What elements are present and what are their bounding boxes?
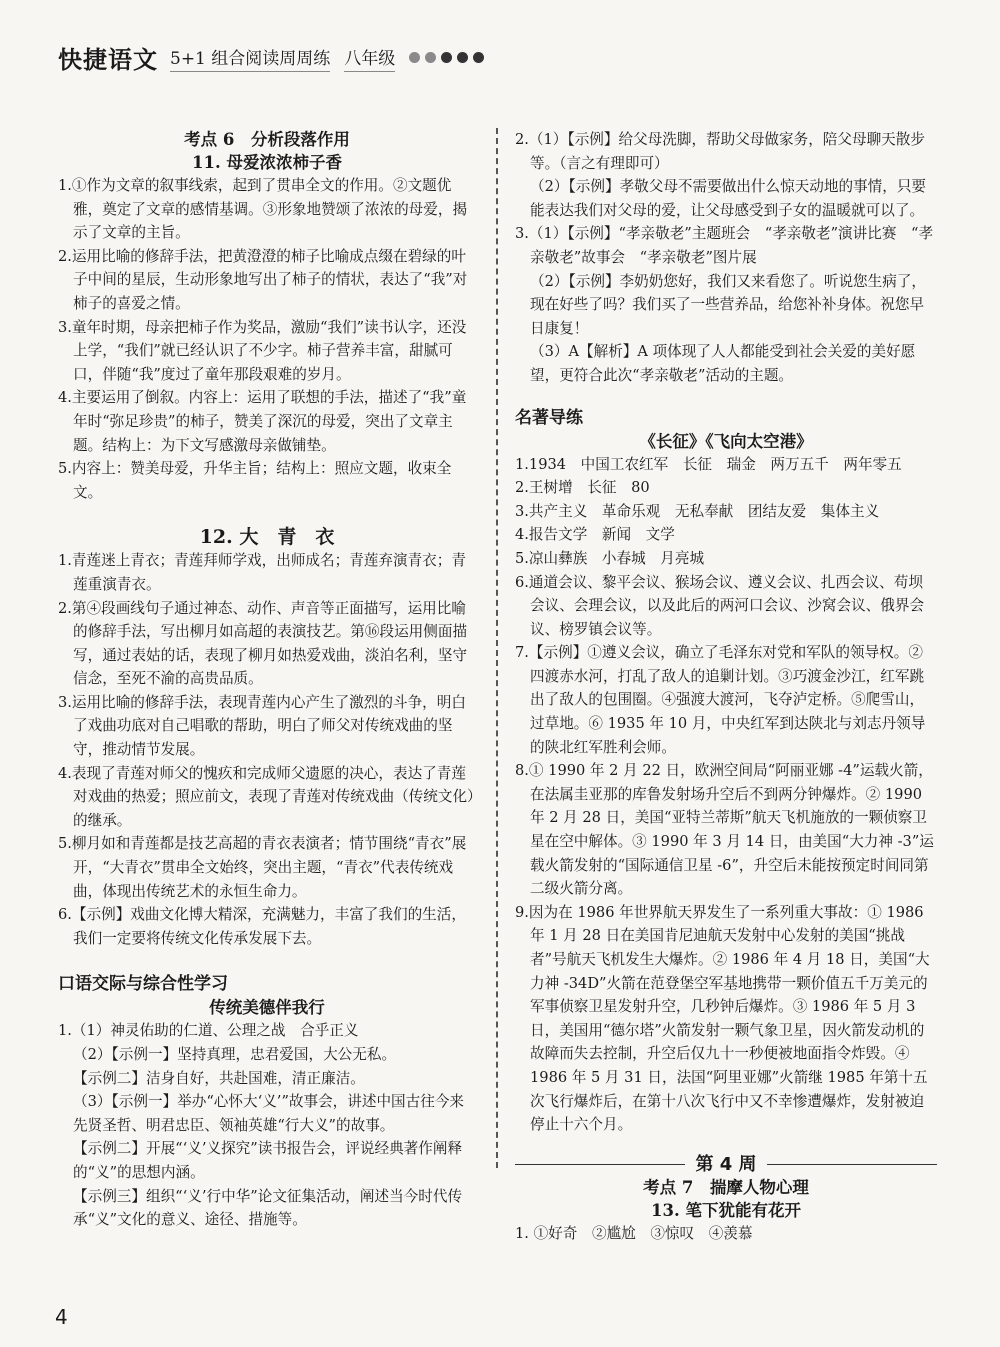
- answer-list: [515, 453, 937, 1137]
- week-banner: [515, 1153, 937, 1177]
- grade-label: 八年级: [344, 44, 395, 72]
- answer-item: 1.（1）神灵佑助的仁道、公理之战 合乎正义: [58, 1022, 359, 1040]
- answer-subitem: 【示例三】组织“‘义’行中华”论文征集活动，阐述当今时代传承“义”文化的意义、途径、措施等。: [73, 1187, 463, 1229]
- answer-item: 7.【示例】①遵义会议，确立了毛泽东对党和军队的领导权。②四渡赤水河，打乱了敌人的追剿计划。③巧渡金沙江，红军跳出了敌人的包围圈。④强渡大渡河，飞夺泸定桥。⑤爬雪山，过草地。⑥ 1935 年 10 月，中央红军到达陕北与刘志丹领导的陕北红军胜利会师。: [515, 644, 926, 756]
- answer-item: 1.青莲迷上青衣；青莲拜师学戏，出师成名；青莲弃演青衣；青莲重演青衣。: [58, 552, 466, 593]
- answer-item: 3.童年时期，母亲把柿子作为奖品，激励“我们”读书认字，还没上学，“我们”就已经认识了不少字。柿子营养丰富，甜腻可口，伴随“我”度过了童年那段艰难的岁月。: [58, 318, 467, 383]
- answer-item: 3.运用比喻的修辞手法，表现青莲内心产生了激烈的斗争，明白了戏曲功底对自己唱歌的帮助，明白了师父对传统戏曲的坚守，推动情节发展。: [58, 693, 466, 759]
- answer-item: 5.柳月如和青莲都是技艺高超的青衣表演者；情节围绕“青衣”展开，“大青衣”贯串全文始终，突出主题，“青衣”代表传统戏曲，体现出传统艺术的永恒生命力。: [58, 835, 467, 900]
- answer-item: 2.（1）【示例】给父母洗脚，帮助父母做家务，陪父母聊天散步等。（言之有理即可）: [515, 131, 925, 172]
- answer-item: 2.王树增 长征 80: [515, 479, 650, 497]
- answer-subitem: （3）A【解析】A 项体现了人人都能受到社会关爱的美好愿望，更符合此次“孝亲敬老”活动的主题。: [530, 343, 916, 384]
- answer-item: 1.1934 中国工农红军 长征 瑞金 两万五千 两年零五: [515, 455, 902, 473]
- article-title: 11. 母爱浓浓柿子香: [192, 153, 342, 172]
- dot-icon: [425, 52, 436, 63]
- answer-subitem: 【示例二】开展“‘义’义探究”读书报告会，评说经典著作阐释的“义”的思想内涵。: [73, 1140, 463, 1181]
- answer-subitem: 【示例二】洁身自好，共赴国难，清正廉洁。: [73, 1069, 365, 1087]
- answer-item: 1. ①好奇 ②尴尬 ③惊叹 ④羡慕: [515, 1225, 753, 1243]
- answer-item: 4.表现了青莲对师父的愧疚和完成师父遗愿的决心，表达了青莲对戏曲的热爱；照应前文，表现了青莲对传统戏曲（传统文化）的继承。: [58, 764, 475, 829]
- dot-icon: [409, 52, 420, 63]
- article-title: 13. 笔下犹能有花开: [651, 1201, 801, 1221]
- dot-icon: [441, 52, 452, 63]
- answer-subitem: （2）【示例】孝敬父母不需要做出什么惊天动地的事情，只要能表达我们对父母的爱，让父母感受到子女的温暖就可以了。: [530, 178, 927, 219]
- answer-item: 1.①作为文章的叙事线索，起到了贯串全文的作用。②文题优雅，奠定了文章的感情基调。③形象地赞颂了浓浓的母爱，揭示了文章的主旨。: [58, 177, 468, 242]
- week-label: 第 4 周: [695, 1153, 757, 1175]
- article-title: 12. 大 青 衣: [199, 526, 335, 549]
- dot-icon: [457, 52, 468, 63]
- answer-blocks: [515, 128, 937, 388]
- answer-sublist: [58, 1043, 476, 1232]
- column-divider: [496, 128, 498, 1168]
- answer-item: 3.共产主义 革命乐观 无私奉献 团结友爱 集体主义: [515, 502, 880, 520]
- answer-item: 5.凉山彝族 小春城 月亮城: [515, 549, 705, 567]
- right-column: [515, 128, 937, 1246]
- left-column: [58, 128, 476, 1232]
- answer-item: 6.通道会议、黎平会议、猴场会议、遵义会议、扎西会议、苟坝会议、会理会议，以及此后的两河口会议、沙窝会议、俄界会议、榜罗镇会议等。: [515, 573, 925, 638]
- answer-item: 4.主要运用了倒叙。内容上：运用了联想的手法，描述了“我”童年时“弥足珍贵”的柿子，赞美了深沉的母爱，突出了文章主题。结构上：为下文写感激母亲做铺垫。: [58, 389, 467, 454]
- answer-subitem: （2）【示例一】坚持真理，忠君爱国，大公无私。: [73, 1046, 397, 1063]
- series-title: 5+1 组合阅读周周练: [170, 44, 330, 72]
- section-title: 考点 6 分析段落作用: [184, 130, 350, 149]
- answer-item: 2.第④段画线句子通过神态、动作、声音等正面描写，运用比喻的修辞手法，写出柳月如高超的表演技艺。第⑯段运用侧面描写，通过表姑的话，表现了柳月如热爱戏曲，淡泊名利，坚守信念，至死不渝的高贵品质。: [58, 599, 468, 688]
- topic-title: 传统美德伴我行: [209, 998, 325, 1018]
- answer-list: [58, 174, 476, 504]
- answer-subitem: （3）【示例一】举办“心怀大‘义’”故事会，讲述中国古往今来先贤圣哲、明君忠臣、领袖英雄“行大义”的故事。: [73, 1093, 465, 1134]
- section-heading: 名著导练: [515, 407, 583, 428]
- answer-subitem: （2）【示例】李奶奶您好，我们又来看您了。听说您生病了，现在好些了吗？我们买了一些营养品，给您补补身体。祝您早日康复！: [530, 272, 927, 337]
- answer-list: [58, 549, 476, 950]
- book-title: 《长征》《飞向太空港》: [639, 431, 813, 451]
- answer-item: 6.【示例】戏曲文化博大精深，充满魅力，丰富了我们的生活，我们一定要将传统文化传承发展下去。: [58, 906, 466, 947]
- page-number: 4: [55, 1305, 68, 1329]
- dot-icon: [473, 52, 484, 63]
- answer-item: 9.因为在 1986 年世界航天界发生了一系列重大事故：① 1986 年 1 月 28 日在美国肯尼迪航天发射中心发射的美国“挑战者”号航天飞机发生大爆炸。② 1986 年 4 月 18 日，美国“大力神 -34D”火箭在范登堡空军基地携带一颗价值五千万美元的军事侦察卫星发射升空，几秒钟后爆炸。③ 1986 年 5 月 3 日，美国用“德尔塔”火箭发射一颗气象卫星，因火箭发动机的故障而失去控制，升空后仅九十一秒便被地面指令炸毁。④ 1986 年 5 月 31 日，法国“阿里亚娜”火箭继 1985 年第十五次飞行爆炸后，在第十八次飞行中又不幸惨遭爆炸，发射被迫停止十六个月。: [515, 903, 930, 1134]
- section-heading: 口语交际与综合性学习: [58, 974, 228, 995]
- answer-item: 3.（1）【示例】“孝亲敬老”主题班会 “孝亲敬老”演讲比赛 “孝亲敬老”故事会 “孝亲敬老”图片展: [515, 225, 934, 266]
- answer-item: 4.报告文学 新闻 文学: [515, 526, 675, 544]
- answer-item: 2.运用比喻的修辞手法，把黄澄澄的柿子比喻成点缀在碧绿的叶子中间的星辰，生动形象地写出了柿子的情状，表达了“我”对柿子的喜爱之情。: [58, 247, 468, 312]
- answer-item: 5.内容上：赞美母爱，升华主旨；结构上：照应文题，收束全文。: [58, 460, 452, 501]
- page-header: [58, 40, 484, 75]
- answer-item: 8.① 1990 年 2 月 22 日，欧洲空间局“阿丽亚娜 -4”运载火箭，在法属圭亚那的库鲁发射场升空后不到两分钟爆炸。② 1990 年 2 月 28 日，美国“亚特兰蒂斯”航天飞机施放的一颗侦察卫星在空中解体。③ 1990 年 3 月 14 日，由美国“大力神 -3”运载火箭发射的“国际通信卫星 -6”，升空后未能按预定时间同第二级火箭分离。: [515, 762, 934, 898]
- section-title: 考点 7 揣摩人物心理: [643, 1178, 809, 1198]
- brand-title: 快捷语文: [58, 46, 158, 74]
- difficulty-dots: [409, 52, 484, 63]
